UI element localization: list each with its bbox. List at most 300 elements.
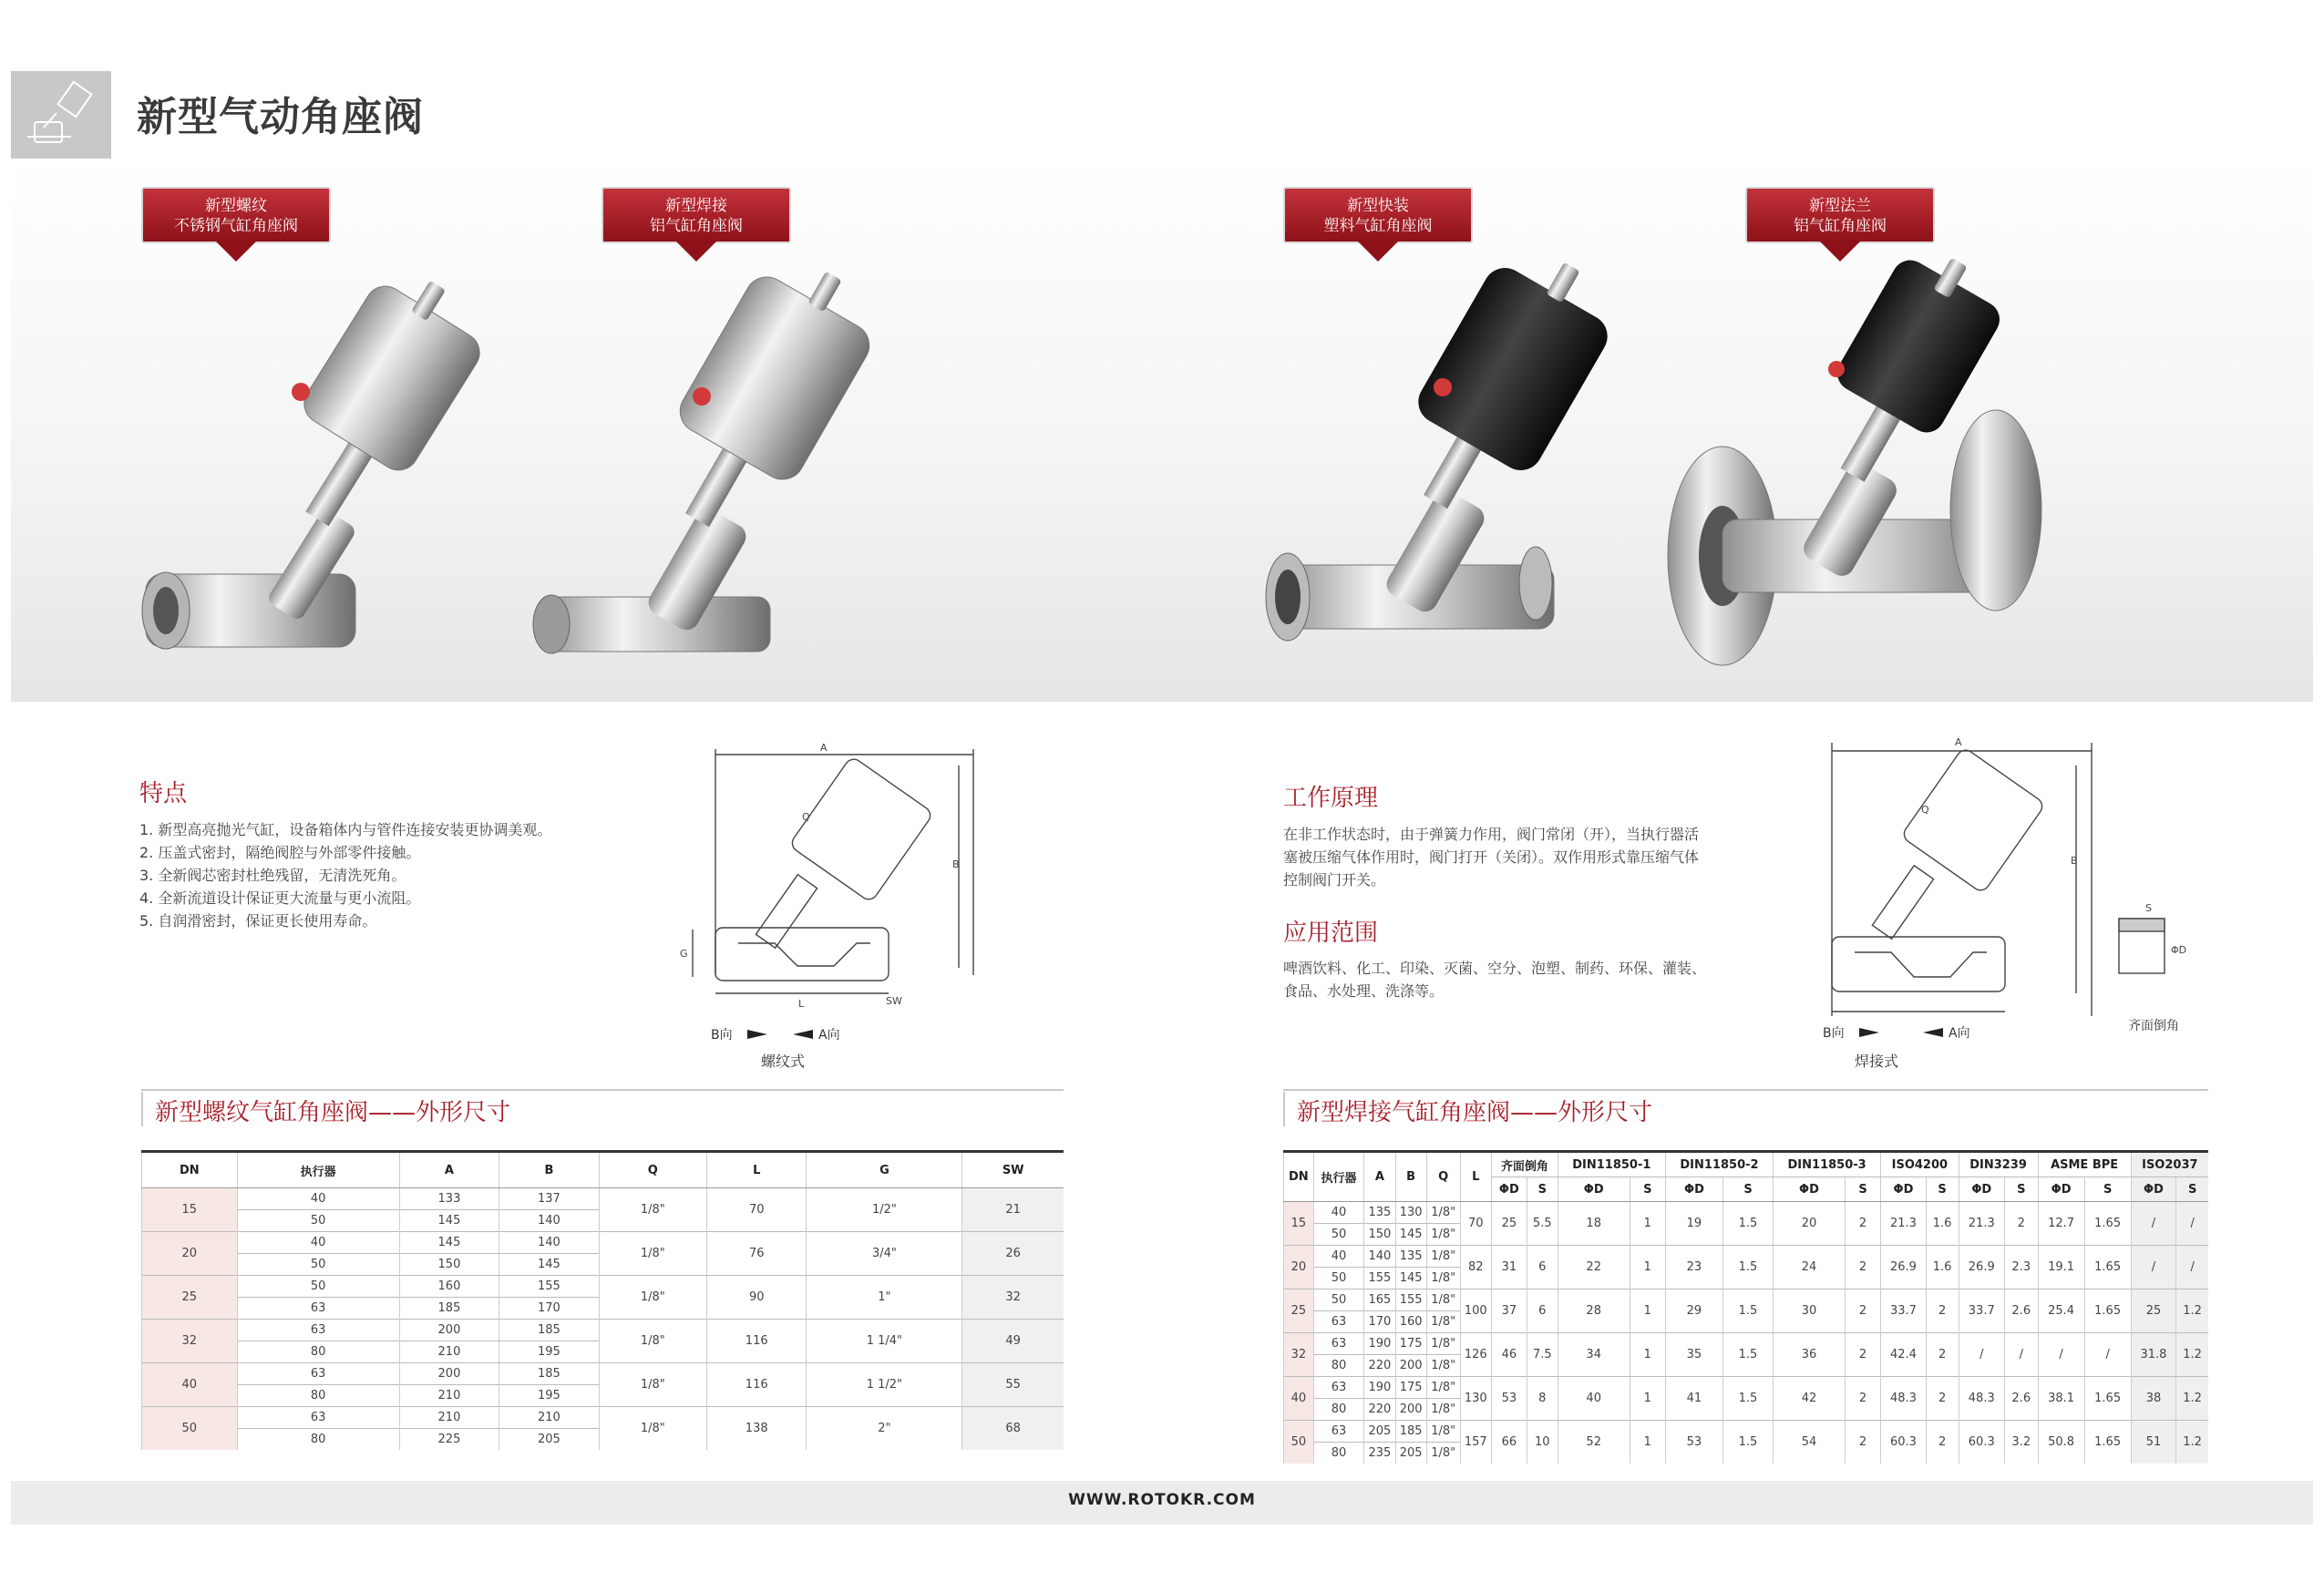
- table-cell: 2: [1926, 1289, 1959, 1333]
- table-cell: 63: [1313, 1333, 1364, 1355]
- table-cell: 28: [1558, 1289, 1630, 1333]
- table-cell: 100: [1460, 1289, 1491, 1333]
- sub-header: S: [2084, 1177, 2131, 1202]
- table-cell: 31.8: [2131, 1333, 2176, 1377]
- welded-valve-image: [533, 269, 877, 653]
- table-row: [142, 1407, 1064, 1429]
- col-header: 执行器: [237, 1152, 399, 1188]
- table-cell: 31: [1491, 1246, 1527, 1289]
- sub-header: S: [1926, 1177, 1959, 1202]
- table-cell: 200: [399, 1320, 499, 1341]
- features-list: [139, 818, 650, 932]
- product-badge-3: 新型快装 塑料气缸角座阀: [1283, 187, 1473, 269]
- sub-header: ΦD: [1558, 1177, 1630, 1202]
- table-cell: 1/8": [1426, 1224, 1460, 1246]
- table-row: [1284, 1246, 2209, 1268]
- table-cell: 50.8: [2038, 1421, 2084, 1464]
- table-cell: 40: [1558, 1377, 1630, 1421]
- table-cell: 25: [142, 1276, 238, 1320]
- table-cell: 1.5: [1722, 1246, 1773, 1289]
- feature-item: 4. 全新流道设计保证更大流量与更小流阻。: [139, 889, 421, 907]
- table-cell: 50: [237, 1276, 399, 1298]
- table-cell: 1/8": [599, 1232, 706, 1276]
- table-cell: 2: [1845, 1377, 1880, 1421]
- table-cell: 2: [1926, 1333, 1959, 1377]
- table-cell: 21: [962, 1188, 1064, 1232]
- dim-label: A: [820, 742, 828, 754]
- table-cell: /: [2005, 1333, 2039, 1377]
- table-cell: 53: [1491, 1377, 1527, 1421]
- table-cell: 82: [1460, 1246, 1491, 1289]
- table-cell: 21.3: [1959, 1202, 2004, 1246]
- table-cell: 76: [706, 1232, 806, 1276]
- table-cell: 24: [1774, 1246, 1846, 1289]
- threaded-valve-drawing: [674, 738, 984, 1075]
- table-cell: 7.5: [1527, 1333, 1558, 1377]
- table-cell: 200: [1395, 1355, 1426, 1377]
- direction-a-label: A向: [1949, 1026, 1970, 1041]
- standard-header: ASME BPE: [2038, 1152, 2131, 1177]
- principle-title: 工作原理: [1283, 785, 1379, 812]
- table-cell: 40: [237, 1188, 399, 1210]
- table-cell: 1.65: [2084, 1289, 2131, 1333]
- table-cell: 1/8": [1426, 1202, 1460, 1224]
- table-cell: 55: [962, 1363, 1064, 1407]
- table-cell: 63: [237, 1363, 399, 1385]
- sub-header: S: [2005, 1177, 2039, 1202]
- col-header: A: [1364, 1152, 1395, 1202]
- feature-item: 1. 新型高亮抛光气缸，设备箱体内与管件连接安装更协调美观。: [139, 821, 552, 838]
- table-cell: /: [2176, 1202, 2208, 1246]
- col-header: DN: [1284, 1152, 1314, 1202]
- table-cell: 68: [962, 1407, 1064, 1451]
- table-cell: 1: [1630, 1246, 1665, 1289]
- table-row: [142, 1188, 1064, 1210]
- welded-valve-drawing: [1814, 729, 2215, 1080]
- table-cell: 185: [1395, 1421, 1426, 1443]
- product-badge-1: 新型螺纹 不锈钢气缸角座阀: [141, 187, 331, 269]
- table-cell: 60.3: [1959, 1421, 2004, 1464]
- table-cell: 175: [1395, 1333, 1426, 1355]
- table-cell: 2: [1845, 1246, 1880, 1289]
- table-cell: 200: [399, 1363, 499, 1385]
- table-cell: 1/8": [599, 1363, 706, 1407]
- table-cell: 33.7: [1959, 1289, 2004, 1333]
- sub-header: ΦD: [1491, 1177, 1527, 1202]
- table-row: [1284, 1202, 2209, 1224]
- table-cell: 63: [237, 1407, 399, 1429]
- table-cell: 50: [1313, 1289, 1364, 1311]
- col-header: G: [807, 1152, 962, 1188]
- table-cell: 40: [1313, 1202, 1364, 1224]
- sub-header: S: [1845, 1177, 1880, 1202]
- table-row: [1284, 1333, 2209, 1355]
- drawing-caption: 螺纹式: [761, 1053, 806, 1070]
- table-cell: 220: [1364, 1355, 1395, 1377]
- table-cell: 26.9: [1959, 1246, 2004, 1289]
- table-cell: 1: [1630, 1289, 1665, 1333]
- table-cell: 20: [1774, 1202, 1846, 1246]
- table-cell: 2.3: [2005, 1246, 2039, 1289]
- table-cell: 41: [1665, 1377, 1722, 1421]
- table-cell: 46: [1491, 1333, 1527, 1377]
- table-cell: 40: [1313, 1246, 1364, 1268]
- table-cell: 210: [399, 1407, 499, 1429]
- product-badge-2: 新型焊接 铝气缸角座阀: [602, 187, 791, 269]
- feature-item: 2. 压盖式密封，隔绝阀腔与外部零件接触。: [139, 844, 421, 861]
- table-cell: 116: [706, 1320, 806, 1363]
- application-title: 应用范围: [1283, 920, 1379, 947]
- table-cell: 42.4: [1881, 1333, 1927, 1377]
- table-cell: 160: [1395, 1311, 1426, 1333]
- table-cell: 1/8": [1426, 1333, 1460, 1355]
- table-cell: 1/2": [807, 1188, 962, 1232]
- table-cell: 60.3: [1881, 1421, 1927, 1464]
- table-cell: 54: [1774, 1421, 1846, 1464]
- table-cell: 35: [1665, 1333, 1722, 1377]
- table-cell: 12.7: [2038, 1202, 2084, 1246]
- table-cell: 36: [1774, 1333, 1846, 1377]
- table-cell: 48.3: [1881, 1377, 1927, 1421]
- table-cell: 80: [1313, 1399, 1364, 1421]
- table-cell: 63: [1313, 1377, 1364, 1399]
- table-cell: 1.2: [2176, 1421, 2208, 1464]
- table-cell: /: [2131, 1202, 2176, 1246]
- table-cell: 155: [499, 1276, 599, 1298]
- table-cell: 1/8": [599, 1276, 706, 1320]
- table-cell: 145: [499, 1254, 599, 1276]
- table-cell: 170: [499, 1298, 599, 1320]
- table-cell: 90: [706, 1276, 806, 1320]
- col-header: B: [1395, 1152, 1426, 1202]
- threaded-dimension-table: [141, 1150, 1064, 1450]
- col-header: L: [1460, 1152, 1491, 1202]
- table-row: [1284, 1377, 2209, 1399]
- table-row: [142, 1320, 1064, 1341]
- table-cell: 8: [1527, 1377, 1558, 1421]
- table-cell: 190: [1364, 1333, 1395, 1355]
- table-cell: 165: [1364, 1289, 1395, 1311]
- table-cell: 80: [1313, 1443, 1364, 1464]
- table-cell: 150: [399, 1254, 499, 1276]
- table-cell: 25: [1491, 1202, 1527, 1246]
- table-cell: 80: [237, 1341, 399, 1363]
- table-cell: 1.65: [2084, 1202, 2131, 1246]
- table-cell: /: [2084, 1333, 2131, 1377]
- table-cell: 1.5: [1722, 1202, 1773, 1246]
- feature-item: 5. 自润滑密封，保证更长使用寿命。: [139, 912, 377, 930]
- table-cell: 70: [706, 1188, 806, 1232]
- table-cell: 26: [962, 1232, 1064, 1276]
- table-cell: 1/8": [1426, 1355, 1460, 1377]
- table-cell: 2": [807, 1407, 962, 1451]
- table-cell: 1/8": [1426, 1246, 1460, 1268]
- table-cell: 150: [1364, 1224, 1395, 1246]
- table-cell: 1.2: [2176, 1333, 2208, 1377]
- application-text: 啤酒饮料、化工、印染、灭菌、空分、泡塑、制药、环保、灌装、 食品、水处理、洗涤等。: [1283, 960, 1707, 1000]
- direction-a-label: A向: [818, 1028, 840, 1043]
- table-cell: 3.2: [2005, 1421, 2039, 1464]
- table-cell: 52: [1558, 1421, 1630, 1464]
- table-cell: 20: [142, 1232, 238, 1276]
- table-cell: 32: [142, 1320, 238, 1363]
- table-cell: 50: [142, 1407, 238, 1451]
- table-cell: 40: [142, 1363, 238, 1407]
- table-cell: 140: [1364, 1246, 1395, 1268]
- table-cell: 1.2: [2176, 1377, 2208, 1421]
- table-cell: 2.6: [2005, 1377, 2039, 1421]
- col-header: L: [706, 1152, 806, 1188]
- table-cell: 225: [399, 1429, 499, 1451]
- table-cell: 30: [1774, 1289, 1846, 1333]
- table-cell: 185: [499, 1363, 599, 1385]
- table-cell: 155: [1364, 1268, 1395, 1289]
- table-cell: 210: [399, 1385, 499, 1407]
- sub-header: ΦD: [1959, 1177, 2004, 1202]
- feature-item: 3. 全新阀芯密封杜绝残留，无清洗死角。: [139, 867, 406, 884]
- table-cell: 2: [1926, 1421, 1959, 1464]
- table-cell: 50: [1313, 1268, 1364, 1289]
- table-cell: 1.5: [1722, 1289, 1773, 1333]
- table-cell: 40: [1284, 1377, 1314, 1421]
- table1-title: 新型螺纹气缸角座阀——外形尺寸: [155, 1099, 511, 1126]
- table-cell: 37: [1491, 1289, 1527, 1333]
- welded-dimension-table: [1283, 1150, 2208, 1464]
- table-cell: 63: [237, 1320, 399, 1341]
- clamp-valve-image: [1266, 260, 1615, 641]
- table-cell: 137: [499, 1188, 599, 1210]
- table-cell: 145: [1395, 1224, 1426, 1246]
- table-cell: 1.5: [1722, 1421, 1773, 1464]
- col-header: Q: [599, 1152, 706, 1188]
- table-cell: 1.6: [1926, 1202, 1959, 1246]
- table-cell: 1.6: [1926, 1246, 1959, 1289]
- col-header: DN: [142, 1152, 238, 1188]
- dim-label: S: [2145, 902, 2152, 914]
- table-cell: 50: [237, 1254, 399, 1276]
- table-cell: 1.5: [1722, 1377, 1773, 1421]
- table-cell: 26.9: [1881, 1246, 1927, 1289]
- table-cell: 2: [1845, 1333, 1880, 1377]
- table-cell: 23: [1665, 1246, 1722, 1289]
- table-cell: 1/8": [599, 1188, 706, 1232]
- table-cell: 2.6: [2005, 1289, 2039, 1333]
- col-header: B: [499, 1152, 599, 1188]
- table-cell: 6: [1527, 1246, 1558, 1289]
- table-cell: 1.5: [1722, 1333, 1773, 1377]
- table-cell: 1 1/4": [807, 1320, 962, 1363]
- table-cell: 1: [1630, 1333, 1665, 1377]
- table-cell: /: [2176, 1246, 2208, 1289]
- sub-header: S: [1722, 1177, 1773, 1202]
- direction-b-label: B向: [711, 1028, 733, 1043]
- table-cell: 22: [1558, 1246, 1630, 1289]
- table-cell: 1: [1630, 1377, 1665, 1421]
- table-cell: 1/8": [599, 1407, 706, 1451]
- table-cell: 145: [399, 1210, 499, 1232]
- table-cell: 160: [399, 1276, 499, 1298]
- table-cell: 2: [1926, 1377, 1959, 1421]
- standard-header: DIN11850-1: [1558, 1152, 1665, 1177]
- table-cell: 220: [1364, 1399, 1395, 1421]
- table-cell: 10: [1527, 1421, 1558, 1464]
- table-cell: 185: [499, 1320, 599, 1341]
- table-cell: 210: [399, 1341, 499, 1363]
- table-cell: 130: [1460, 1377, 1491, 1421]
- dim-label: B: [952, 858, 960, 870]
- table2-title: 新型焊接气缸角座阀——外形尺寸: [1297, 1099, 1653, 1126]
- table-cell: 2: [2005, 1202, 2039, 1246]
- table-cell: 63: [237, 1298, 399, 1320]
- table-cell: 1/8": [1426, 1311, 1460, 1333]
- table-cell: 1.65: [2084, 1421, 2131, 1464]
- table-cell: 155: [1395, 1289, 1426, 1311]
- table-cell: 21.3: [1881, 1202, 1927, 1246]
- table-cell: 195: [499, 1385, 599, 1407]
- table-cell: 80: [237, 1385, 399, 1407]
- table-cell: 1.2: [2176, 1289, 2208, 1333]
- table-cell: 25.4: [2038, 1289, 2084, 1333]
- table-cell: 1 1/2": [807, 1363, 962, 1407]
- table-row: [1284, 1421, 2209, 1443]
- table-cell: 49: [962, 1320, 1064, 1363]
- table-cell: 50: [1313, 1224, 1364, 1246]
- table-cell: 235: [1364, 1443, 1395, 1464]
- dim-label: G: [680, 948, 688, 960]
- table-row: [1284, 1289, 2209, 1311]
- table-cell: 42: [1774, 1377, 1846, 1421]
- product-illustrations: [0, 0, 2324, 711]
- standard-header: DIN3239: [1959, 1152, 2038, 1177]
- table-cell: 29: [1665, 1289, 1722, 1333]
- table-cell: 51: [2131, 1421, 2176, 1464]
- drawing-caption: 焊接式: [1855, 1053, 1899, 1070]
- table-cell: 5.5: [1527, 1202, 1558, 1246]
- table-cell: 140: [499, 1232, 599, 1254]
- table-cell: /: [2038, 1333, 2084, 1377]
- table-cell: 1/8": [1426, 1421, 1460, 1443]
- col-header: SW: [962, 1152, 1064, 1188]
- table-cell: 50: [237, 1210, 399, 1232]
- table-cell: 205: [499, 1429, 599, 1451]
- table-cell: 1/8": [1426, 1268, 1460, 1289]
- principle-text: 在非工作状态时，由于弹簧力作用，阀门常闭（开），当执行器活 塞被压缩气体作用时，阀门打开（关闭）。双作用形式靠压缩气体 控制阀门开关。: [1283, 826, 1700, 889]
- standard-header: 齐面倒角: [1491, 1152, 1558, 1177]
- sub-header: ΦD: [1774, 1177, 1846, 1202]
- table-cell: 2: [1845, 1421, 1880, 1464]
- table-cell: 133: [399, 1188, 499, 1210]
- table-cell: /: [2131, 1246, 2176, 1289]
- table-cell: 15: [1284, 1202, 1314, 1246]
- table-cell: 40: [237, 1232, 399, 1254]
- table-cell: 15: [142, 1188, 238, 1232]
- table-cell: 20: [1284, 1246, 1314, 1289]
- table-cell: 32: [1284, 1333, 1314, 1377]
- table-cell: 25: [1284, 1289, 1314, 1333]
- features-title: 特点: [139, 780, 188, 807]
- table-cell: 19.1: [2038, 1246, 2084, 1289]
- table-cell: 1: [1630, 1202, 1665, 1246]
- product-badge-4: 新型法兰 铝气缸角座阀: [1745, 187, 1935, 269]
- page-title: 新型气动角座阀: [137, 94, 424, 140]
- table-cell: 63: [1313, 1421, 1364, 1443]
- table-cell: 116: [706, 1363, 806, 1407]
- table-cell: 6: [1527, 1289, 1558, 1333]
- dim-label: SW: [886, 995, 902, 1007]
- table-cell: 138: [706, 1407, 806, 1451]
- table-cell: 190: [1364, 1377, 1395, 1399]
- table-cell: 1.65: [2084, 1377, 2131, 1421]
- table-cell: 32: [962, 1276, 1064, 1320]
- table-cell: 200: [1395, 1399, 1426, 1421]
- sub-header: S: [1630, 1177, 1665, 1202]
- table-cell: 50: [1284, 1421, 1314, 1464]
- detail-caption: 齐面倒角: [2128, 1019, 2179, 1033]
- table-cell: 145: [1395, 1268, 1426, 1289]
- table-cell: 70: [1460, 1202, 1491, 1246]
- table-cell: 38.1: [2038, 1377, 2084, 1421]
- table-cell: 18: [1558, 1202, 1630, 1246]
- table-cell: 48.3: [1959, 1377, 2004, 1421]
- standard-header: ISO2037: [2131, 1152, 2208, 1177]
- table-cell: 1/8": [1426, 1399, 1460, 1421]
- table-cell: 135: [1364, 1202, 1395, 1224]
- table-cell: 25: [2131, 1289, 2176, 1333]
- table-cell: 1: [1630, 1421, 1665, 1464]
- table-cell: 63: [1313, 1311, 1364, 1333]
- table-cell: 1/8": [1426, 1289, 1460, 1311]
- sub-header: ΦD: [2131, 1177, 2176, 1202]
- col-header: Q: [1426, 1152, 1460, 1202]
- table-cell: 1.65: [2084, 1246, 2131, 1289]
- table-cell: 80: [237, 1429, 399, 1451]
- table-cell: 19: [1665, 1202, 1722, 1246]
- table-cell: 80: [1313, 1355, 1364, 1377]
- table-cell: 53: [1665, 1421, 1722, 1464]
- table-cell: 2: [1845, 1289, 1880, 1333]
- table-cell: 170: [1364, 1311, 1395, 1333]
- table-cell: 34: [1558, 1333, 1630, 1377]
- table-cell: 38: [2131, 1377, 2176, 1421]
- sub-header: S: [2176, 1177, 2208, 1202]
- dim-label: B: [2071, 855, 2078, 867]
- website-link[interactable]: WWW.ROTOKR.COM: [1068, 1491, 1256, 1509]
- table-cell: 3/4": [807, 1232, 962, 1276]
- table-cell: 205: [1364, 1421, 1395, 1443]
- table-cell: 210: [499, 1407, 599, 1429]
- dim-label: Q: [1921, 804, 1929, 816]
- standard-header: DIN11850-2: [1665, 1152, 1773, 1177]
- table-cell: 195: [499, 1341, 599, 1363]
- sub-header: ΦD: [1881, 1177, 1927, 1202]
- table-cell: 1/8": [599, 1320, 706, 1363]
- table-row: [142, 1276, 1064, 1298]
- threaded-valve-image: [142, 279, 487, 649]
- table-cell: 135: [1395, 1246, 1426, 1268]
- table-cell: 2: [1845, 1202, 1880, 1246]
- dim-label: ΦD: [2171, 944, 2187, 956]
- table-row: [142, 1363, 1064, 1385]
- sub-header: ΦD: [1665, 1177, 1722, 1202]
- table-cell: 1/8": [1426, 1377, 1460, 1399]
- standard-header: DIN11850-3: [1774, 1152, 1881, 1177]
- sub-header: S: [1527, 1177, 1558, 1202]
- sub-header: ΦD: [2038, 1177, 2084, 1202]
- table-cell: 175: [1395, 1377, 1426, 1399]
- table-cell: /: [1959, 1333, 2004, 1377]
- standard-header: ISO4200: [1881, 1152, 1959, 1177]
- table-cell: 66: [1491, 1421, 1527, 1464]
